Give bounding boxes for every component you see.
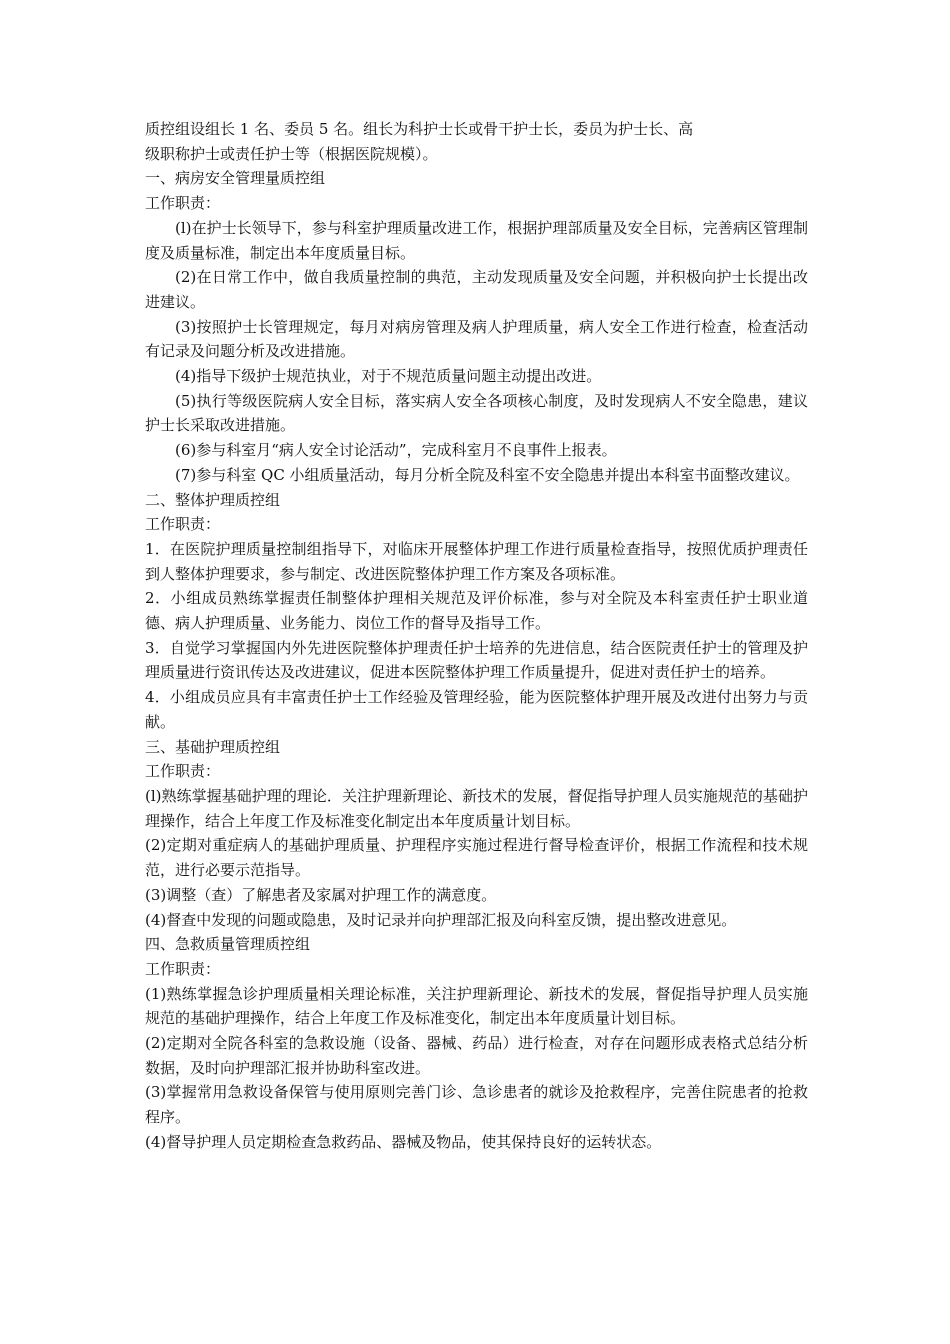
paragraph: 质控组设组长 1 名、委员 5 名。组长为科护士长或骨干护士长，委员为护士长、高 — [145, 120, 694, 138]
paragraph: 级职称护士或责任护士等（根据医院规模）。 — [145, 144, 438, 163]
list-item: (3)掌握常用急救设备保管与使用原则完善门诊、急诊患者的就诊及抢救程序，完善住院患者的抢救程序。 — [145, 1083, 808, 1127]
list-item: (4)指导下级护士规范执业，对于不规范质量问题主动提出改进。 — [175, 367, 602, 386]
list-item: (4)督查中发现的问题或隐患，及时记录并向护理部汇报及向科室反馈，提出整改进意见。 — [145, 910, 737, 929]
list-item: (l)熟练掌握基础护理的理论．关注护理新理论、新技术的发展，督促指导护理人员实施规范的基础护理操作，结合上年度工作及标准变化制定出本年度质量计划目标。 — [145, 786, 808, 830]
section-heading: 一、病房安全管理量质控组 — [145, 169, 326, 188]
list-item: (2)在日常工作中，做自我质量控制的典范，主动发现质量及安全问题，并积极向护士长提出改进建议。 — [145, 268, 808, 311]
list-item: (l)在护士长领导下，参与科室护理质量改进工作，根据护理部质量及安全目标，完善病区管理制度及质量标准，制定出本年度质量目标。 — [145, 218, 808, 262]
section-heading: 二、整体护理质控组 — [145, 490, 281, 509]
list-item: (1)熟练掌握急诊护理质量相关理论标准，关注护理新理论、新技术的发展，督促指导护理人员实施规范的基础护理操作，结合上年度工作及标准变化，制定出本年度质量计划目标。 — [145, 984, 808, 1028]
list-item: (6)参与科室月“病人安全讨论活动”，完成科室月不良事件上报表。 — [175, 441, 617, 460]
list-item: (4)督导护理人员定期检查急救药品、器械及物品，使其保持良好的运转状态。 — [145, 1132, 662, 1151]
list-item: (2)定期对重症病人的基础护理质量、护理程序实施过程进行督导检查评价，根据工作流程和技术规范，进行必要示范指导。 — [145, 836, 808, 880]
duties-label: 工作职责： — [145, 959, 221, 978]
document-body — [145, 117, 808, 1155]
list-item: 1．在医院护理质量控制组指导下，对临床开展整体护理工作进行质量检查指导，按照优质护理责任到人整体护理要求，参与制定、改进医院整体护理工作方案及各项标准。 — [145, 539, 808, 583]
list-item: (2)定期对全院各科室的急救设施（设备、器械、药品）进行检查，对存在问题形成表格式总结分析数据，及时向护理部汇报并协助科室改进。 — [145, 1034, 808, 1077]
section-heading: 四、急救质量管理质控组 — [145, 935, 311, 954]
list-item: (3)按照护士长管理规定，每月对病房管理及病人护理质量，病人安全工作进行检查，检查活动有记录及问题分析及改进措施。 — [145, 317, 808, 361]
duties-label: 工作职责： — [145, 515, 221, 534]
list-item: 4．小组成员应具有丰富责任护士工作经验及管理经验，能为医院整体护理开展及改进付出努力与贡献。 — [145, 688, 808, 731]
list-item: (5)执行等级医院病人安全目标，落实病人安全各项核心制度，及时发现病人不安全隐患，建议护士长采取改进措施。 — [145, 391, 808, 435]
duties-label: 工作职责： — [145, 762, 221, 781]
list-item: (7)参与科室 QC 小组质量活动，每月分析全院及科室不安全隐患并提出本科室书面整改建议。 — [175, 465, 800, 484]
list-item: 2．小组成员熟练掌握责任制整体护理相关规范及评价标准，参与对全院及本科室责任护士职业道德、病人护理质量、业务能力、岗位工作的督导及指导工作。 — [145, 589, 808, 633]
list-item: (3)调整（查）了解患者及家属对护理工作的满意度。 — [145, 885, 497, 904]
section-heading: 三、基础护理质控组 — [145, 737, 281, 756]
duties-label: 工作职责： — [145, 194, 221, 213]
list-item: 3．自觉学习掌握国内外先进医院整体护理责任护士培养的先进信息，结合医院责任护士的管理及护理质量进行资讯传达及改进建议，促进本医院整体护理工作质量提升，促进对责任护士的培养。 — [145, 638, 808, 682]
